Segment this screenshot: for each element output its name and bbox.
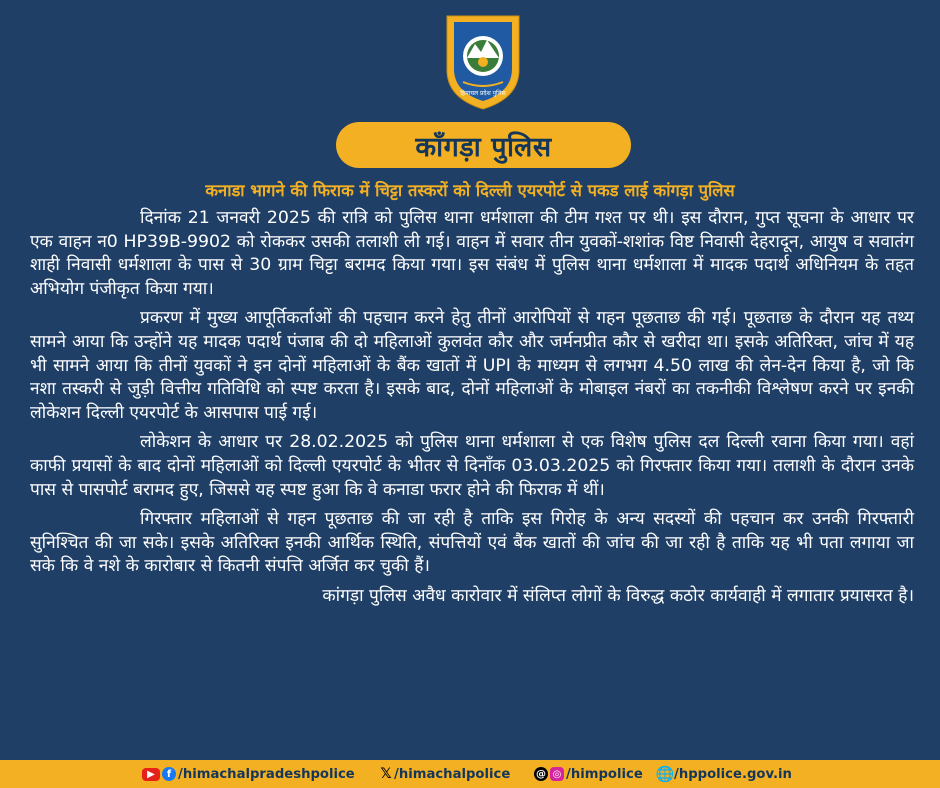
facebook-youtube-handle[interactable] [142, 760, 355, 788]
press-release-body [30, 207, 914, 615]
paragraph-4: गिरफ्तार महिलाओं से गहन पूछताछ की जा रही है ताकि इस गिरोह के अन्य सदस्यों की पहचान कर उनकी गिरफ्तारी सुनिश्चित की जा सके। इसके अतिरिक्त इनकी आर्थिक स्थिति, संपत्तियों एवं बैंक खातों की जांच की जा रही है ताकि यह भी पता लगाया जा सके कि वे नशे के कारोबार से कितनी संपत्ति अर्जित कर चुकी हैं। [30, 509, 914, 577]
paragraph-3: लोकेशन के आधार पर 28.02.2025 को पुलिस थाना धर्मशाला से एक विशेष पुलिस दल दिल्ली रवाना किया गया। वहां काफी प्रयासों के बाद दोनों महिलाओं को दिल्ली एयरपोर्ट के भीतर से दिनाँक 03.03.2025 को गिरफ्तार किया गया। तलाशी के दौरान उनके पास से पासपोर्ट बरामद हुए, जिससे यह स्पष्ट हुआ कि वे कनाडा फरार होने की फिराक में थीं। [30, 432, 914, 500]
facebook-youtube-handle-text: /himachalpradeshpolice [178, 766, 355, 782]
x-icon: 𝕏 [380, 766, 392, 782]
threads-instagram-handle-text: /himpolice [566, 766, 643, 782]
website-link[interactable] [655, 760, 792, 788]
page-title-text: काँगड़ा पुलिस [415, 131, 552, 163]
paragraph-2: प्रकरण में मुख्य आपूर्तिकर्ताओं की पहचान करने हेतु तीनों आरोपियों से गहन पूछताछ की गई। पूछताछ के दौरान यह तथ्य सामने आया कि उन्होंने यह मादक पदार्थ पंजाब की दो महिलाओं कुलवंत कौर और जर्मनप्रीत कौर से खरीदा था। इसके अतिरिक्त, जांच में यह भी सामने आया कि तीनों युवकों ने इन दोनों महिलाओं के बैंक खातों में UPI के माध्यम से लगभग 4.50 लाख की लेन-देन किया है, जो कि नशा तस्करी से जुड़ी वित्तीय गतिविधि को स्पष्ट करता है। इसके बाद, दोनों महिलाओं के मोबाइल नंबरों का तकनीकी विश्लेषण करने पर इनकी लोकेशन दिल्ली एयरपोर्ट के आसपास पाई गई। [30, 308, 914, 423]
x-handle-text: /himachalpolice [394, 766, 511, 782]
paragraph-1: दिनांक 21 जनवरी 2025 की रात्रि को पुलिस थाना धर्मशाला की टीम गश्त पर थी। इस दौरान, गुप्त सूचना के आधार पर एक वाहन न0 HP39B-9902 को रोककर उसकी तलाशी ली गई। वाहन में सवार तीन युवकों-शशांक विष्ट निवासी देहरादून, आयुष व सवातंग शाही निवासी धर्मशाला के पास से 30 ग्राम चिट्टा बरामद किया गया। इस संबंध में पुलिस थाना धर्मशाला में मादक पदार्थ अधिनियम के तहत अभियोग पंजीकृत किया गया। [30, 208, 914, 299]
website-link-text: /hppolice.gov.in [674, 766, 792, 782]
youtube-icon: ▶ [142, 768, 160, 781]
globe-icon: 🌐 [655, 765, 675, 783]
threads-instagram-handle[interactable] [534, 760, 643, 788]
facebook-icon: f [162, 767, 176, 781]
closing-statement: कांगड़ा पुलिस अवैध कारोवार में संलिप्त लोगों के विरुद्ध कठोर कार्यवाही में लगातार प्रयासरत है। [322, 585, 914, 606]
threads-icon: @ [536, 768, 546, 780]
logo-text: हिमाचल प्रदेश पुलिस [460, 90, 506, 97]
x-handle[interactable] [380, 760, 510, 788]
headline: कनाडा भागने की फिराक में चिट्टा तस्करों को दिल्ली एयरपोर्ट से पकड लाई कांगड़ा पुलिस [205, 181, 735, 200]
page-title [336, 122, 631, 168]
himachal-police-logo [441, 12, 525, 112]
instagram-icon: ◎ [550, 767, 564, 781]
social-footer [0, 760, 940, 788]
